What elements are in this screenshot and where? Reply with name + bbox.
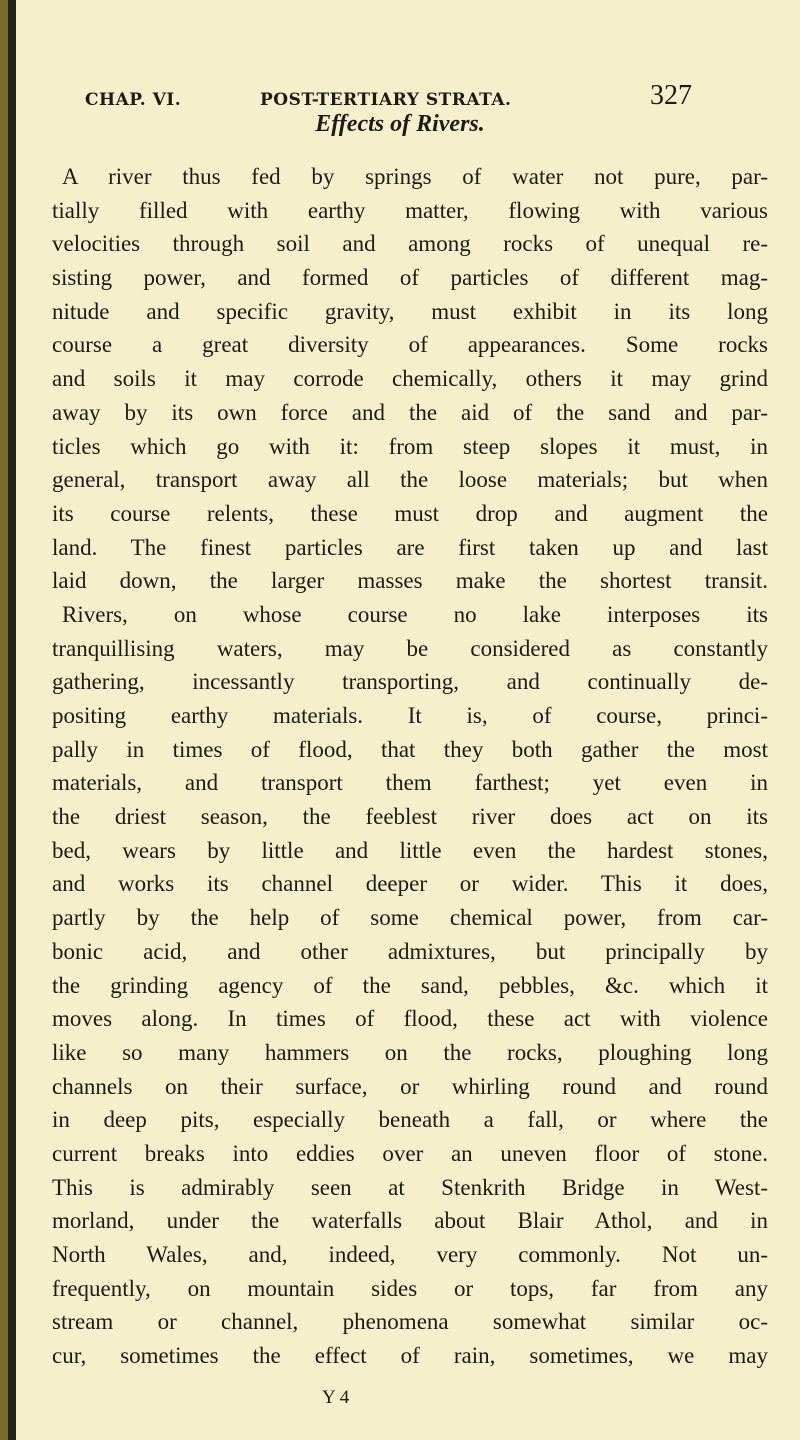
text-line: pally in times of flood, that they both gather the most — [52, 736, 768, 762]
text-line: partly by the help of some chemical power, from car- — [52, 905, 768, 931]
text-line: land. The finest particles are first taken up and last — [52, 534, 768, 560]
text-line: laid down, the larger masses make the shortest transit. — [52, 568, 768, 594]
text-line: course a great diversity of appearances. Some rocks — [52, 332, 768, 358]
text-line: the grinding agency of the sand, pebbles, &c. which it — [52, 972, 768, 998]
text-line: morland, under the waterfalls about Blair Athol, and in — [52, 1208, 768, 1234]
text-line: general, transport away all the loose materials; but when — [52, 467, 768, 493]
chapter-header: CHAP. VI. — [85, 90, 182, 110]
text-line: velocities through soil and among rocks of unequal re- — [52, 231, 768, 257]
text-line: positing earthy materials. It is, of course, princi- — [52, 703, 768, 728]
text-line: cur, sometimes the effect of rain, sometimes, we may — [52, 1343, 768, 1369]
text-line: current breaks into eddies over an uneven floor of stone. — [52, 1140, 768, 1166]
text-line: and soils it may corrode chemically, others it may grind — [52, 366, 768, 392]
text-line: channels on their surface, or whirling round and round — [52, 1073, 768, 1099]
text-line: This is admirably seen at Stenkrith Bridge in West- — [52, 1174, 768, 1200]
signature-mark: Y 4 — [322, 1387, 350, 1408]
text-line: in deep pits, especially beneath a fall, or where the — [52, 1107, 768, 1133]
text-line: bonic acid, and other admixtures, but principally by — [52, 938, 768, 964]
text-line: away by its own force and the aid of the sand and par- — [52, 399, 768, 425]
text-line: stream or channel, phenomena somewhat similar oc- — [52, 1309, 768, 1335]
text-line: North Wales, and, indeed, very commonly. Not un- — [52, 1242, 768, 1267]
text-line: Rivers, on whose course no lake interposes its — [62, 601, 768, 627]
text-line: its course relents, these must drop and augment the — [52, 500, 768, 526]
text-line: ticles which go with it: from steep slopes it must, in — [52, 433, 768, 459]
page-number: 327 — [650, 80, 692, 111]
text-line: materials, and transport them farthest; yet even in — [52, 770, 768, 796]
text-line: moves along. In times of flood, these act with violence — [52, 1006, 768, 1032]
page-edge — [0, 0, 8, 1440]
text-line: like so many hammers on the rocks, ploughing long — [52, 1039, 768, 1065]
text-line: tially filled with earthy matter, flowing with various — [52, 197, 768, 223]
body-text — [52, 160, 768, 1373]
running-title: POST-TERTIARY STRATA. — [260, 90, 512, 110]
text-line: sisting power, and formed of particles of different mag- — [52, 265, 768, 291]
text-line: the driest season, the feeblest river does act on its — [52, 804, 768, 830]
text-line: nitude and specific gravity, must exhibit in its long — [52, 298, 768, 324]
binding-edge — [8, 0, 16, 1440]
text-line: gathering, incessantly transporting, and continually de- — [52, 669, 768, 695]
section-title: Effects of Rivers. — [315, 111, 485, 137]
text-line: A river thus fed by springs of water not pure, par- — [62, 164, 768, 189]
text-line: bed, wears by little and little even the hardest stones, — [52, 837, 768, 863]
text-line: and works its channel deeper or wider. This it does, — [52, 871, 768, 897]
text-line: frequently, on mountain sides or tops, far from any — [52, 1275, 768, 1301]
text-line: tranquillising waters, may be considered as constantly — [52, 635, 768, 661]
